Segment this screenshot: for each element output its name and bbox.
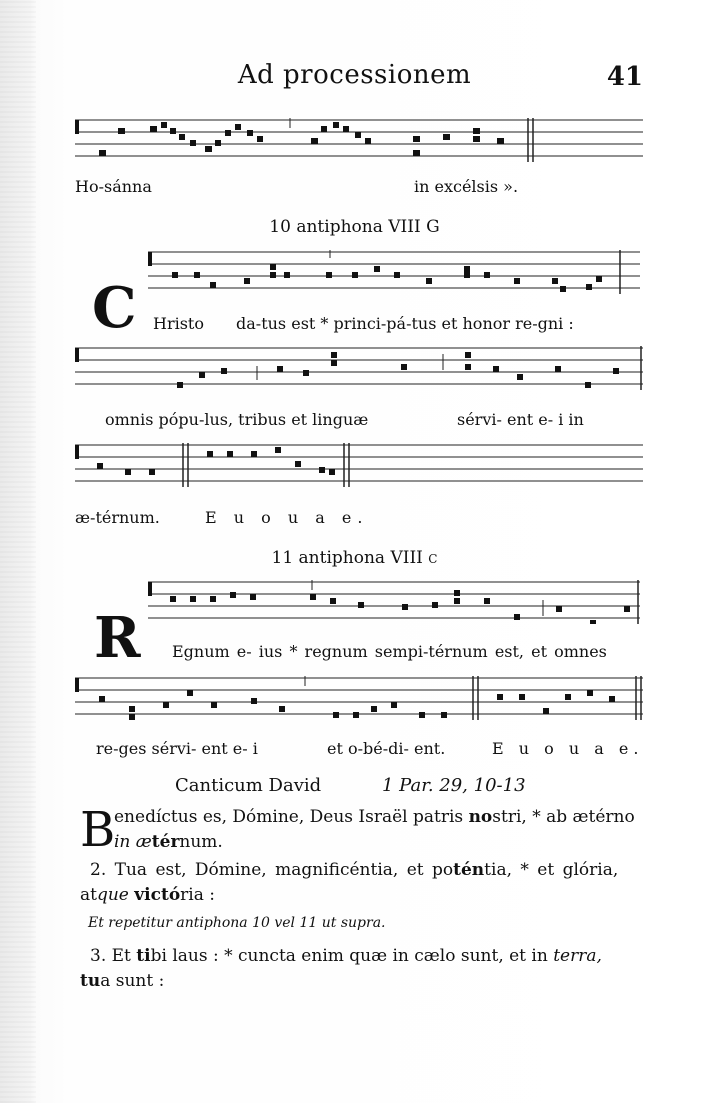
canticum-reference: 1 Par. 29, 10-13 (382, 775, 526, 796)
antiphon-number: 11 (271, 548, 294, 568)
verse-text: stri, * ab ætérno (492, 807, 635, 827)
lyric-antiphon11-line2b: et o-bé-di- ent. (327, 739, 446, 758)
lyric-antiphon11-line2a: re-ges sérvi- ent e- i (96, 739, 258, 758)
verse-text: enedíctus es, Dómine, Deus Israël patris (114, 807, 464, 827)
accent-syllable: ti (136, 946, 151, 966)
neumes (170, 590, 630, 624)
lyric-antiphon11-euouae: E u o u a e. (492, 739, 644, 758)
antiphon-label: antiphona (296, 217, 383, 237)
neumes (99, 122, 504, 156)
initial-letter-c: C (92, 275, 137, 341)
lyric-aeternum: æ-térnum. (75, 508, 160, 527)
staff-antiphon11-line2 (75, 676, 643, 720)
accent-syllable: tér (151, 832, 180, 852)
verse-2-line2 (80, 883, 215, 907)
lyric-euouae: E u o u a e. (205, 508, 369, 527)
verse-text: at (80, 885, 97, 905)
lyric-antiphon10-line1: da-tus est * princi-pá-tus et honor re-gni : (236, 314, 574, 333)
verse-text: tia, * et glória, (484, 860, 619, 880)
staff-antiphon10-line2 (75, 346, 643, 390)
verse-text: bi laus : * cuncta enim quæ in cælo sunt, et in (150, 946, 548, 966)
antiphon-mode: VIII G (388, 217, 440, 237)
lyric-antiphon10-line2b: sérvi- ent e- i in (457, 410, 584, 429)
antiphon-11-heading (0, 548, 709, 568)
verse-1-line1 (114, 805, 635, 829)
verse-text: terra, (553, 946, 602, 966)
antiphon-10-heading (0, 217, 709, 237)
initial-letter-r: R (94, 605, 141, 671)
lyric-in-excelsis: in excélsis ». (414, 177, 519, 196)
rubric-repetitur: Et repetitur antiphona 10 vel 11 ut supra. (88, 915, 386, 931)
staff-antiphon10-line3 (75, 443, 643, 487)
verse-text: a sunt : (100, 971, 165, 991)
initial-letter-b: B (80, 802, 116, 858)
verse-text: 2. Tua est, Dómine, magnificéntia, et po (90, 860, 454, 880)
canticum-title: Canticum David (175, 775, 322, 796)
verse-text: que (96, 885, 129, 905)
verse-text: 3. Et (90, 946, 131, 966)
accent-syllable: tén (453, 860, 485, 880)
accent-syllable: ctó (150, 885, 181, 905)
staff-antiphon11-line1 (148, 580, 640, 624)
verse-1-line2 (114, 830, 223, 854)
neumes (99, 690, 615, 720)
neumes (97, 447, 335, 475)
staff-hosanna (75, 118, 643, 162)
verse-3-line2 (80, 969, 164, 993)
verse-text: ria : (180, 885, 216, 905)
accent-syllable: vi (134, 885, 151, 905)
running-title: Ad processionem (237, 60, 472, 90)
verse-text: num. (179, 832, 223, 852)
verse-2-line1 (90, 858, 618, 882)
lyric-hosanna: Ho-sánna (75, 177, 152, 196)
accent-syllable: tu (80, 971, 101, 991)
verse-3-line1 (90, 944, 602, 968)
staff-antiphon10-line1 (148, 250, 640, 294)
lyric-hristo: Hristo (153, 314, 204, 333)
antiphon-label: antiphona (298, 548, 386, 568)
lyric-antiphon11-line1: Egnum e- ius * regnum sempi-térnum est, et omnes (172, 642, 607, 661)
verse-text: in æ (114, 832, 152, 852)
antiphon-number: 10 (269, 217, 291, 237)
page-number: 41 (606, 62, 643, 92)
antiphon-mode: VIII c (390, 548, 438, 568)
lyric-antiphon10-line2a: omnis pópu-lus, tribus et linguæ (105, 410, 369, 429)
accent-syllable: no (468, 807, 493, 827)
